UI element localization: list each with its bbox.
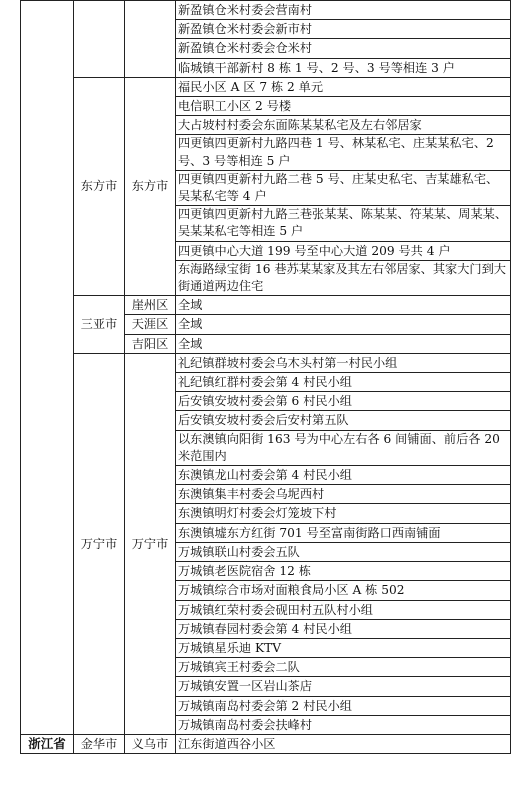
area-cell: 万城镇南岛村委会扶峰村 bbox=[176, 715, 511, 734]
area-cell: 东澳镇墟东方红街 701 号至富南街路口西南铺面 bbox=[176, 523, 511, 542]
area-cell: 新盈镇仓米村委会新市村 bbox=[176, 20, 511, 39]
county-cell: 东方市 bbox=[125, 77, 176, 295]
area-cell: 新盈镇仓米村委会仓米村 bbox=[176, 39, 511, 58]
area-cell: 万城镇联山村委会五队 bbox=[176, 542, 511, 561]
county-cell: 义乌市 bbox=[125, 734, 176, 753]
area-cell: 万城镇宾王村委会二队 bbox=[176, 658, 511, 677]
area-cell: 以东澳镇向阳街 163 号为中心左右各 6 间铺面、前后各 20 米范围内 bbox=[176, 430, 511, 465]
area-cell: 东海路绿宝街 16 巷苏某某家及其左右邻居家、其家大门到大街通道两边住宅 bbox=[176, 260, 511, 295]
province-cell bbox=[21, 1, 74, 735]
table-row bbox=[21, 353, 511, 372]
area-cell: 万城镇红荣村委会砚田村五队村小组 bbox=[176, 600, 511, 619]
area-cell: 全域 bbox=[176, 296, 511, 315]
table-row bbox=[21, 296, 511, 315]
area-cell: 大占坡村村委会东面陈某某私宅及左右邻居家 bbox=[176, 116, 511, 135]
risk-area-table-sheet bbox=[20, 0, 511, 754]
risk-area-table bbox=[20, 0, 511, 754]
area-cell: 四更镇四更新村九路三巷张某某、陈某某、符某某、周某某、吴某某私宅等相连 5 户 bbox=[176, 206, 511, 241]
area-cell: 全域 bbox=[176, 315, 511, 334]
area-cell: 四更镇四更新村九路二巷 5 号、庄某史私宅、吉某雄私宅、吴某私宅等 4 户 bbox=[176, 170, 511, 205]
county-cell: 崖州区 bbox=[125, 296, 176, 315]
area-cell: 江东街道西谷小区 bbox=[176, 734, 511, 753]
city-cell: 三亚市 bbox=[74, 296, 125, 354]
county-cell: 天涯区 bbox=[125, 315, 176, 334]
province-cell: 浙江省 bbox=[21, 734, 74, 753]
area-cell: 东澳镇明灯村委会灯笼坡下村 bbox=[176, 504, 511, 523]
city-cell bbox=[74, 1, 125, 78]
table-row bbox=[21, 734, 511, 753]
area-cell: 礼纪镇群坡村委会乌木头村第一村民小组 bbox=[176, 353, 511, 372]
table-row bbox=[21, 1, 511, 20]
table-row bbox=[21, 77, 511, 96]
area-cell: 万城镇星乐迪 KTV bbox=[176, 638, 511, 657]
county-cell: 吉阳区 bbox=[125, 334, 176, 353]
area-cell: 东澳镇集丰村委会乌坭西村 bbox=[176, 485, 511, 504]
area-cell: 后安镇安坡村委会第 6 村民小组 bbox=[176, 392, 511, 411]
area-cell: 万城镇老医院宿舍 12 栋 bbox=[176, 562, 511, 581]
area-cell: 四更镇四更新村九路四巷 1 号、林某私宅、庄某某私宅、2 号、3 号等相连 5 户 bbox=[176, 135, 511, 170]
area-cell: 礼纪镇红群村委会第 4 村民小组 bbox=[176, 373, 511, 392]
city-cell: 万宁市 bbox=[74, 353, 125, 734]
area-cell: 四更镇中心大道 199 号至中心大道 209 号共 4 户 bbox=[176, 241, 511, 260]
area-cell: 东澳镇龙山村委会第 4 村民小组 bbox=[176, 466, 511, 485]
area-cell: 万城镇综合市场对面粮食局小区 A 栋 502 bbox=[176, 581, 511, 600]
county-cell bbox=[125, 1, 176, 78]
city-cell: 金华市 bbox=[74, 734, 125, 753]
area-cell: 临城镇干部新村 8 栋 1 号、2 号、3 号等相连 3 户 bbox=[176, 58, 511, 77]
area-cell: 后安镇安坡村委会后安村第五队 bbox=[176, 411, 511, 430]
area-cell: 新盈镇仓米村委会营南村 bbox=[176, 1, 511, 20]
area-cell: 万城镇南岛村委会第 2 村民小组 bbox=[176, 696, 511, 715]
city-cell: 东方市 bbox=[74, 77, 125, 295]
area-cell: 福民小区 A 区 7 栋 2 单元 bbox=[176, 77, 511, 96]
county-cell: 万宁市 bbox=[125, 353, 176, 734]
area-cell: 全域 bbox=[176, 334, 511, 353]
area-cell: 万城镇春园村委会第 4 村民小组 bbox=[176, 619, 511, 638]
area-cell: 电信职工小区 2 号楼 bbox=[176, 97, 511, 116]
area-cell: 万城镇安置一区岩山茶店 bbox=[176, 677, 511, 696]
